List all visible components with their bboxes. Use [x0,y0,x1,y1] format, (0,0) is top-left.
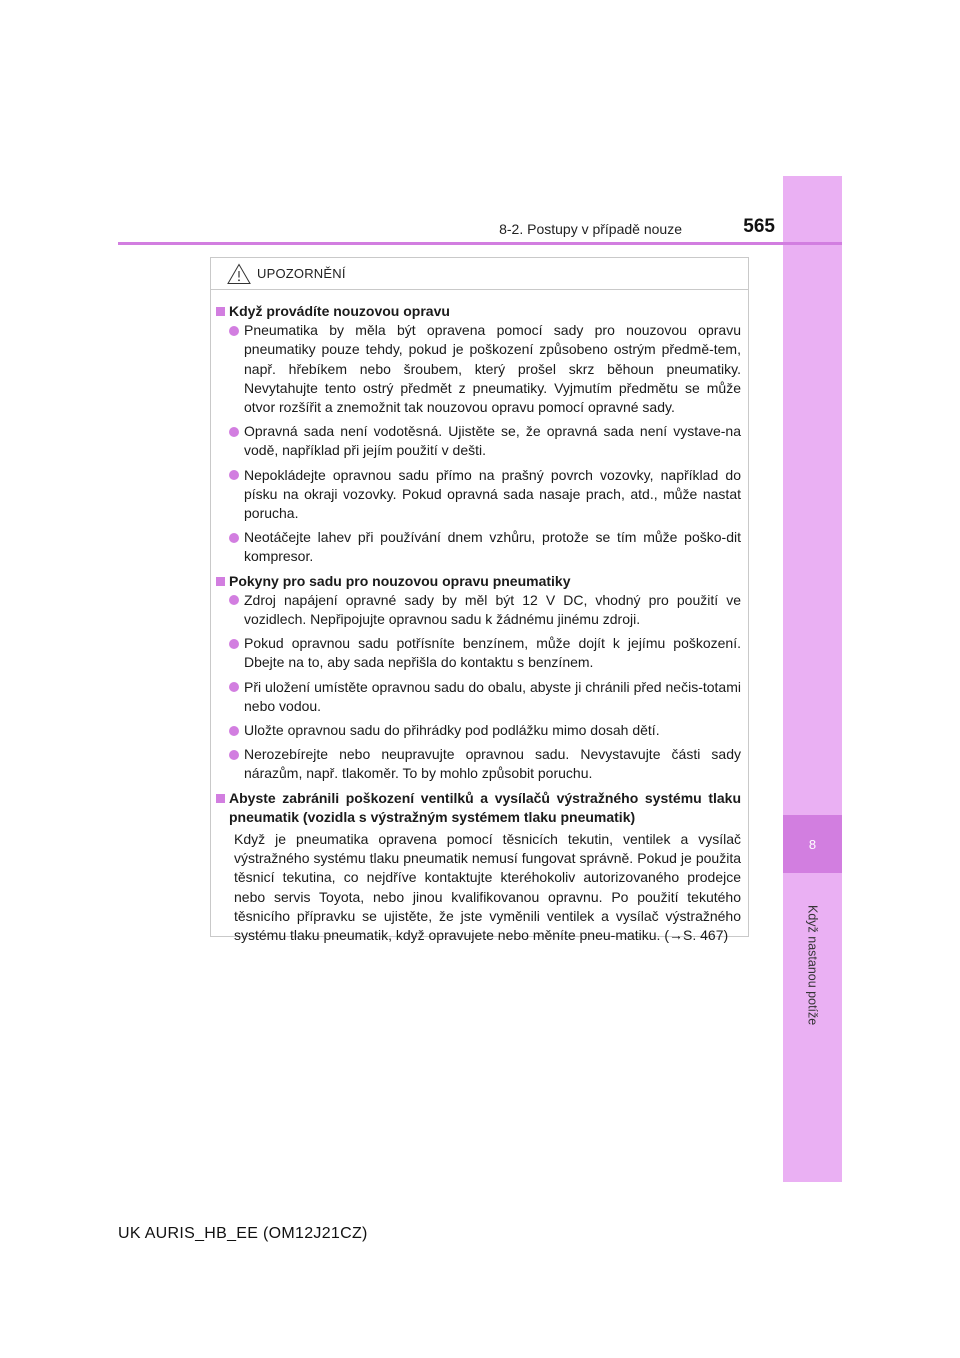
warning-body [211,290,748,945]
list-item: Nepokládejte opravnou sadu přímo na prašný povrch vozovky, například do písku na okraji vozovky. Pokud opravná sada nasaje prach, atd., může nastat porucha. [229,466,741,524]
round-bullet-icon [229,427,239,437]
list-item: Neotáčejte lahev při používání dnem vzhůru, protože se tím může poško-dit kompresor. [229,528,741,566]
list-item: Při uložení umístěte opravnou sadu do obalu, abyste ji chránili před nečis-totami nebo vodou. [229,678,741,716]
list-item: Opravná sada není vodotěsná. Ujistěte se, že opravná sada není vystave-na vodě, například při jejím použití v dešti. [229,422,741,460]
round-bullet-icon [229,682,239,692]
section-title: Když provádíte nouzovou opravu [216,302,741,321]
section-paragraph: Když je pneumatika opravena pomocí těsnicích tekutin, ventilek a vysílač výstražného systému tlaku pneumatik nemusí fungovat správně. Pokud je použita těsnicí tekutina, co nejdříve kontaktujte kteréhokoliv autorizovaného prodejce nebo servis Toyota, nebo jinou kvalifikovanou opravnu. Po použití tekutého těsnicího přípravku se ujistěte, že jste vyměnili ventilek a vysílač výstražného systému tlaku pneumatik, když opravujete nebo měníte pneu-matiku. (→S. 467) [234,831,741,944]
list-item: Pokud opravnou sadu potřísníte benzínem, může dojít k jejímu poškození. Dbejte na to, aby sada nepřišla do kontaktu s benzínem. [229,634,741,672]
round-bullet-icon [229,639,239,649]
round-bullet-icon [229,533,239,543]
warning-box [210,257,749,944]
round-bullet-icon [229,750,239,760]
section-header: 8-2. Postupy v případě nouze [499,221,682,237]
list-item: Zdroj napájení opravné sady by měl být 12 V DC, vhodný pro použití ve vozidlech. Nepřipojujte opravnou sadu k žádnému jinému zdroji. [229,591,741,629]
chapter-label: Když nastanou potíže [805,904,820,1026]
square-bullet-icon [216,794,225,803]
round-bullet-icon [229,726,239,736]
list-item: Nerozebírejte nebo neupravujte opravnou sadu. Nevystavujte části sady nárazům, např. tlakoměr. To by mohlo způsobit poruchu. [229,745,741,783]
round-bullet-icon [229,595,239,605]
section-title: Pokyny pro sadu pro nouzovou opravu pneumatiky [216,572,741,591]
list-item: Pneumatika by měla být opravena pomocí sady pro nouzovou opravu pneumatiky pouze tehdy, pokud je poškození způsobeno ostrým předmě-tem, např. hřebíkem nebo šroubem, který prošel skrz běhoun pneumatiky. Nevytahujte tento ostrý předmět z pneumatiky. Vyjmutím předmětu se může otvor rozšířit a znemožnit tak nouzovou opravu pomocí opravné sady. [229,321,741,417]
warning-title: UPOZORNĚNÍ [257,266,346,281]
round-bullet-icon [229,470,239,480]
page-number: 565 [743,216,775,237]
chapter-number: 8 [783,815,842,873]
document-id: UK AURIS_HB_EE (OM12J21CZ) [118,1225,368,1242]
warning-triangle-icon [227,263,251,285]
square-bullet-icon [216,307,225,316]
section-title: Abyste zabránili poškození ventilků a vysílačů výstražného systému tlaku pneumatik (vozidla s výstražným systémem tlaku pneumatik) [216,789,741,827]
header-rule [118,242,842,245]
warning-header [211,258,748,290]
square-bullet-icon [216,577,225,586]
list-item: Uložte opravnou sadu do přihrádky pod podlážku mimo dosah dětí. [229,721,741,740]
round-bullet-icon [229,326,239,336]
